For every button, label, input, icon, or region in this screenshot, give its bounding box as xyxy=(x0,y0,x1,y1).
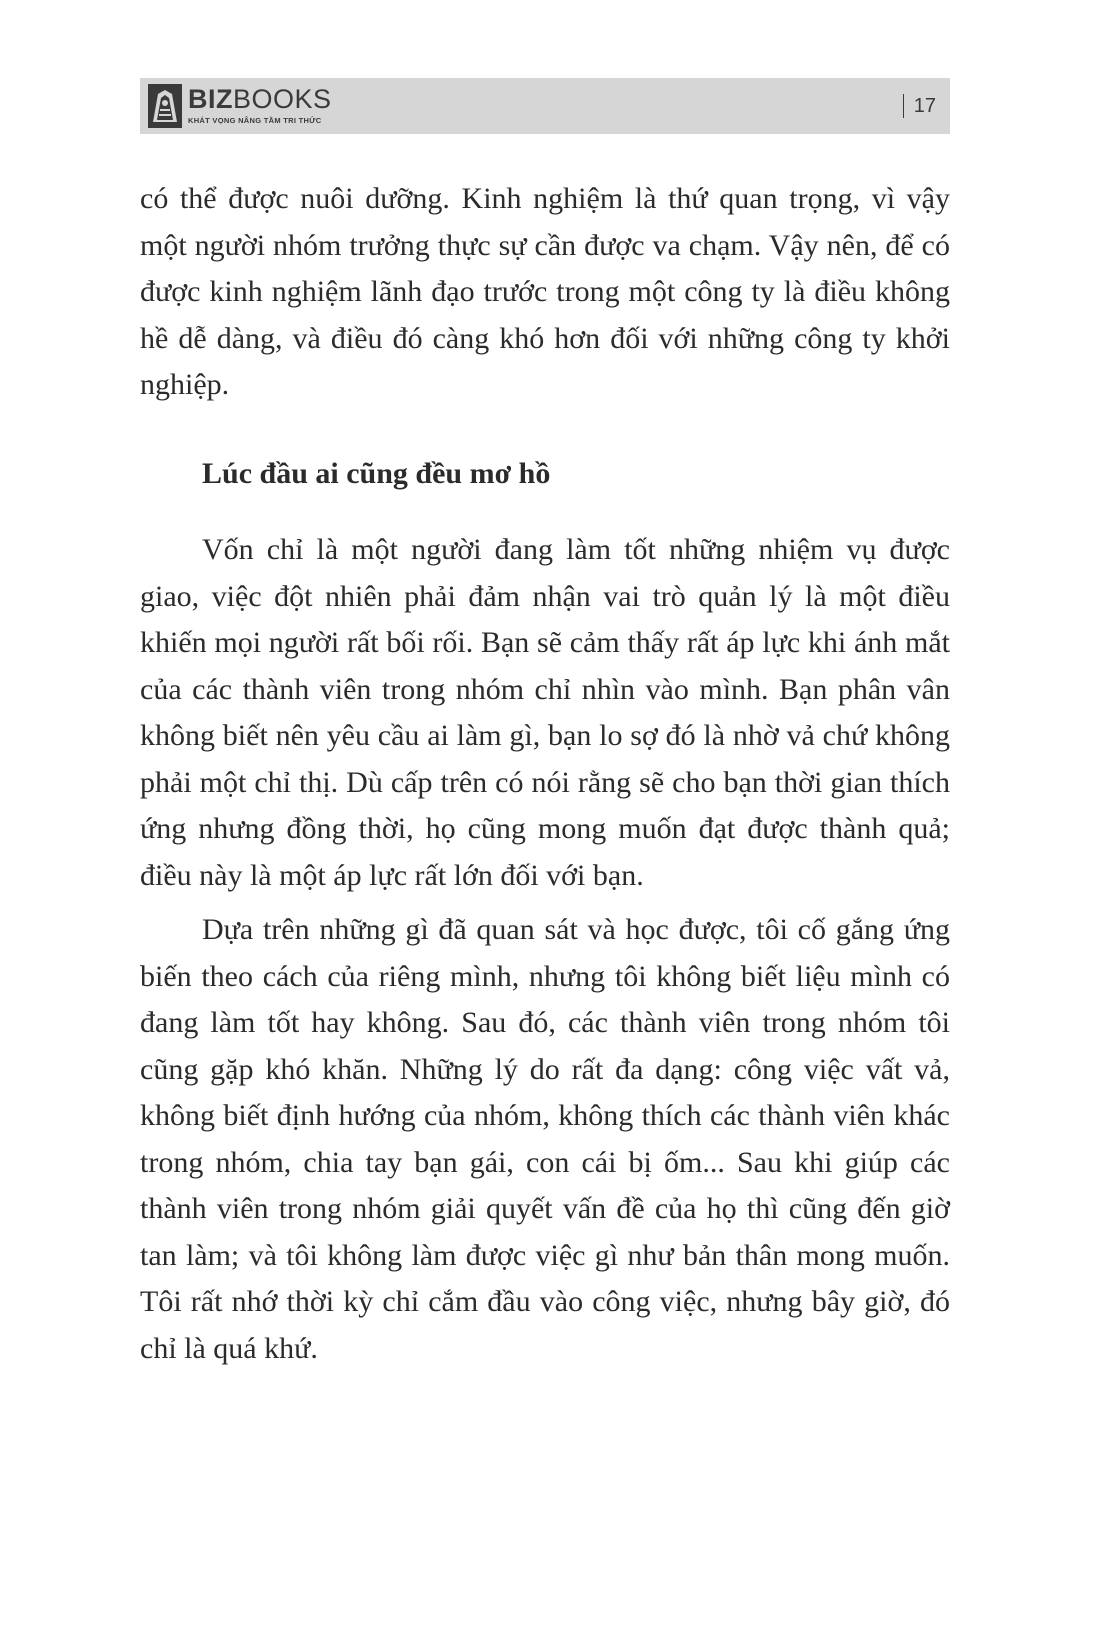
page-header xyxy=(140,78,950,134)
brand-logo-text xyxy=(188,84,332,114)
page-body xyxy=(140,176,950,1372)
body-paragraph-1: có thể được nuôi dưỡng. Kinh nghiệm là thứ quan trọng, vì vậy một người nhóm trưởng thực sự cần được va chạm. Vậy nên, để có được kinh nghiệm lãnh đạo trước trong một công ty là điều không hề dễ dàng, và điều đó càng khó hơn đối với những công ty khởi nghiệp. xyxy=(140,182,950,401)
page-number: 17 xyxy=(903,94,936,118)
logo-biz: BIZ xyxy=(188,84,233,114)
section-heading: Lúc đầu ai cũng đều mơ hồ xyxy=(202,456,551,490)
body-paragraph-3: Dựa trên những gì đã quan sát và học được, tôi cố gắng ứng biến theo cách của riêng mình, nhưng tôi không biết liệu mình có đang làm tốt hay không. Sau đó, các thành viên trong nhóm tôi cũng gặp khó khăn. Những lý do rất đa dạng: công việc vất vả, không biết định hướng của nhóm, không thích các thành viên khác trong nhóm, chia tay bạn gái, con cái bị ốm... Sau khi giúp các thành viên trong nhóm giải quyết vấn đề của họ thì cũng đến giờ tan làm; và tôi không làm được việc gì như bản thân mong muốn. Tôi rất nhớ thời kỳ chỉ cắm đầu vào công việc, nhưng bây giờ, đó chỉ là quá khứ. xyxy=(140,913,950,1365)
bookstack-emblem-icon xyxy=(148,84,182,128)
logo-books: BOOKS xyxy=(233,84,332,114)
body-paragraph-2: Vốn chỉ là một người đang làm tốt những nhiệm vụ được giao, việc đột nhiên phải đảm nhận vai trò quản lý là một điều khiến mọi người rất bối rối. Bạn sẽ cảm thấy rất áp lực khi ánh mắt của các thành viên trong nhóm chỉ nhìn vào mình. Bạn phân vân không biết nên yêu cầu ai làm gì, bạn lo sợ đó là nhờ vả chứ không phải một chỉ thị. Dù cấp trên có nói rằng sẽ cho bạn thời gian thích ứng nhưng đồng thời, họ cũng mong muốn đạt được thành quả; điều này là một áp lực rất lớn đối với bạn. xyxy=(140,533,950,892)
brand-tagline: KHÁT VỌNG NÂNG TẦM TRI THỨC xyxy=(188,116,322,125)
